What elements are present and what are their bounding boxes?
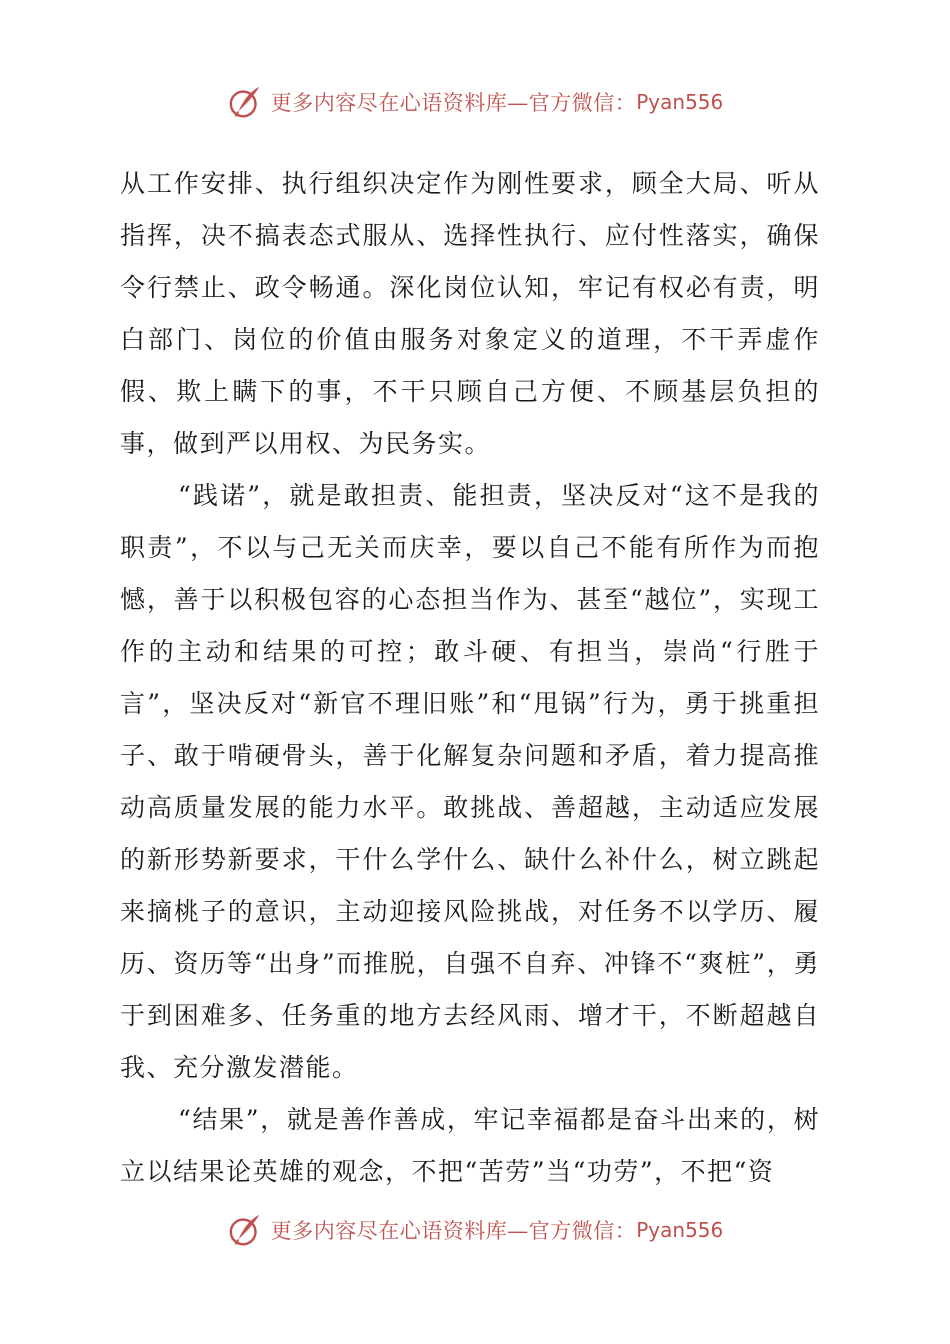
header-banner xyxy=(0,80,950,124)
document-body xyxy=(120,158,820,1198)
footer-wechat-handle: Pyan556 xyxy=(636,1218,724,1242)
footer-banner xyxy=(0,1208,950,1252)
quill-pen-logo-icon xyxy=(227,83,265,121)
quill-pen-logo-icon xyxy=(227,1211,265,1249)
footer-banner-text: 更多内容尽在心语资料库—官方微信： xyxy=(270,1219,637,1243)
paragraph-1: 从工作安排、执行组织决定作为刚性要求，顾全大局、听从指挥，决不搞表态式服从、选择性执行、应付性落实，确保令行禁止、政令畅通。深化岗位认知，牢记有权必有责，明白部门、岗位的价值由服务对象定义的道理，不干弄虚作假、欺上瞒下的事，不干只顾自己方便、不顾基层负担的事，做到严以用权、为民务实。 xyxy=(120,169,820,458)
header-wechat-handle: Pyan556 xyxy=(636,90,724,114)
paragraph-2: “践诺”，就是敢担责、能担责，坚决反对“这不是我的职责”，不以与己无关而庆幸，要以自己不能有所作为而抱憾，善于以积极包容的心态担当作为、甚至“越位”，实现工作的主动和结果的可控；敢斗硬、有担当，崇尚“行胜于言”，坚决反对“新官不理旧账”和“甩锅”行为，勇于挑重担子、敢于啃硬骨头，善于化解复杂问题和矛盾，着力提高推动高质量发展的能力水平。敢挑战、善超越，主动适应发展的新形势新要求，干什么学什么、缺什么补什么，树立跳起来摘桃子的意识，主动迎接风险挑战，对任务不以学历、履历、资历等“出身”而推脱，自强不自弃、冲锋不“爽桩”，勇于到困难多、任务重的地方去经风雨、增才干，不断超越自我、充分激发潜能。 xyxy=(120,481,820,1082)
header-banner-text: 更多内容尽在心语资料库—官方微信： xyxy=(270,91,637,115)
paragraph-3: “结果”，就是善作善成，牢记幸福都是奋斗出来的，树立以结果论英雄的观念，不把“苦劳”当“功劳”，不把“资 xyxy=(120,1105,820,1186)
